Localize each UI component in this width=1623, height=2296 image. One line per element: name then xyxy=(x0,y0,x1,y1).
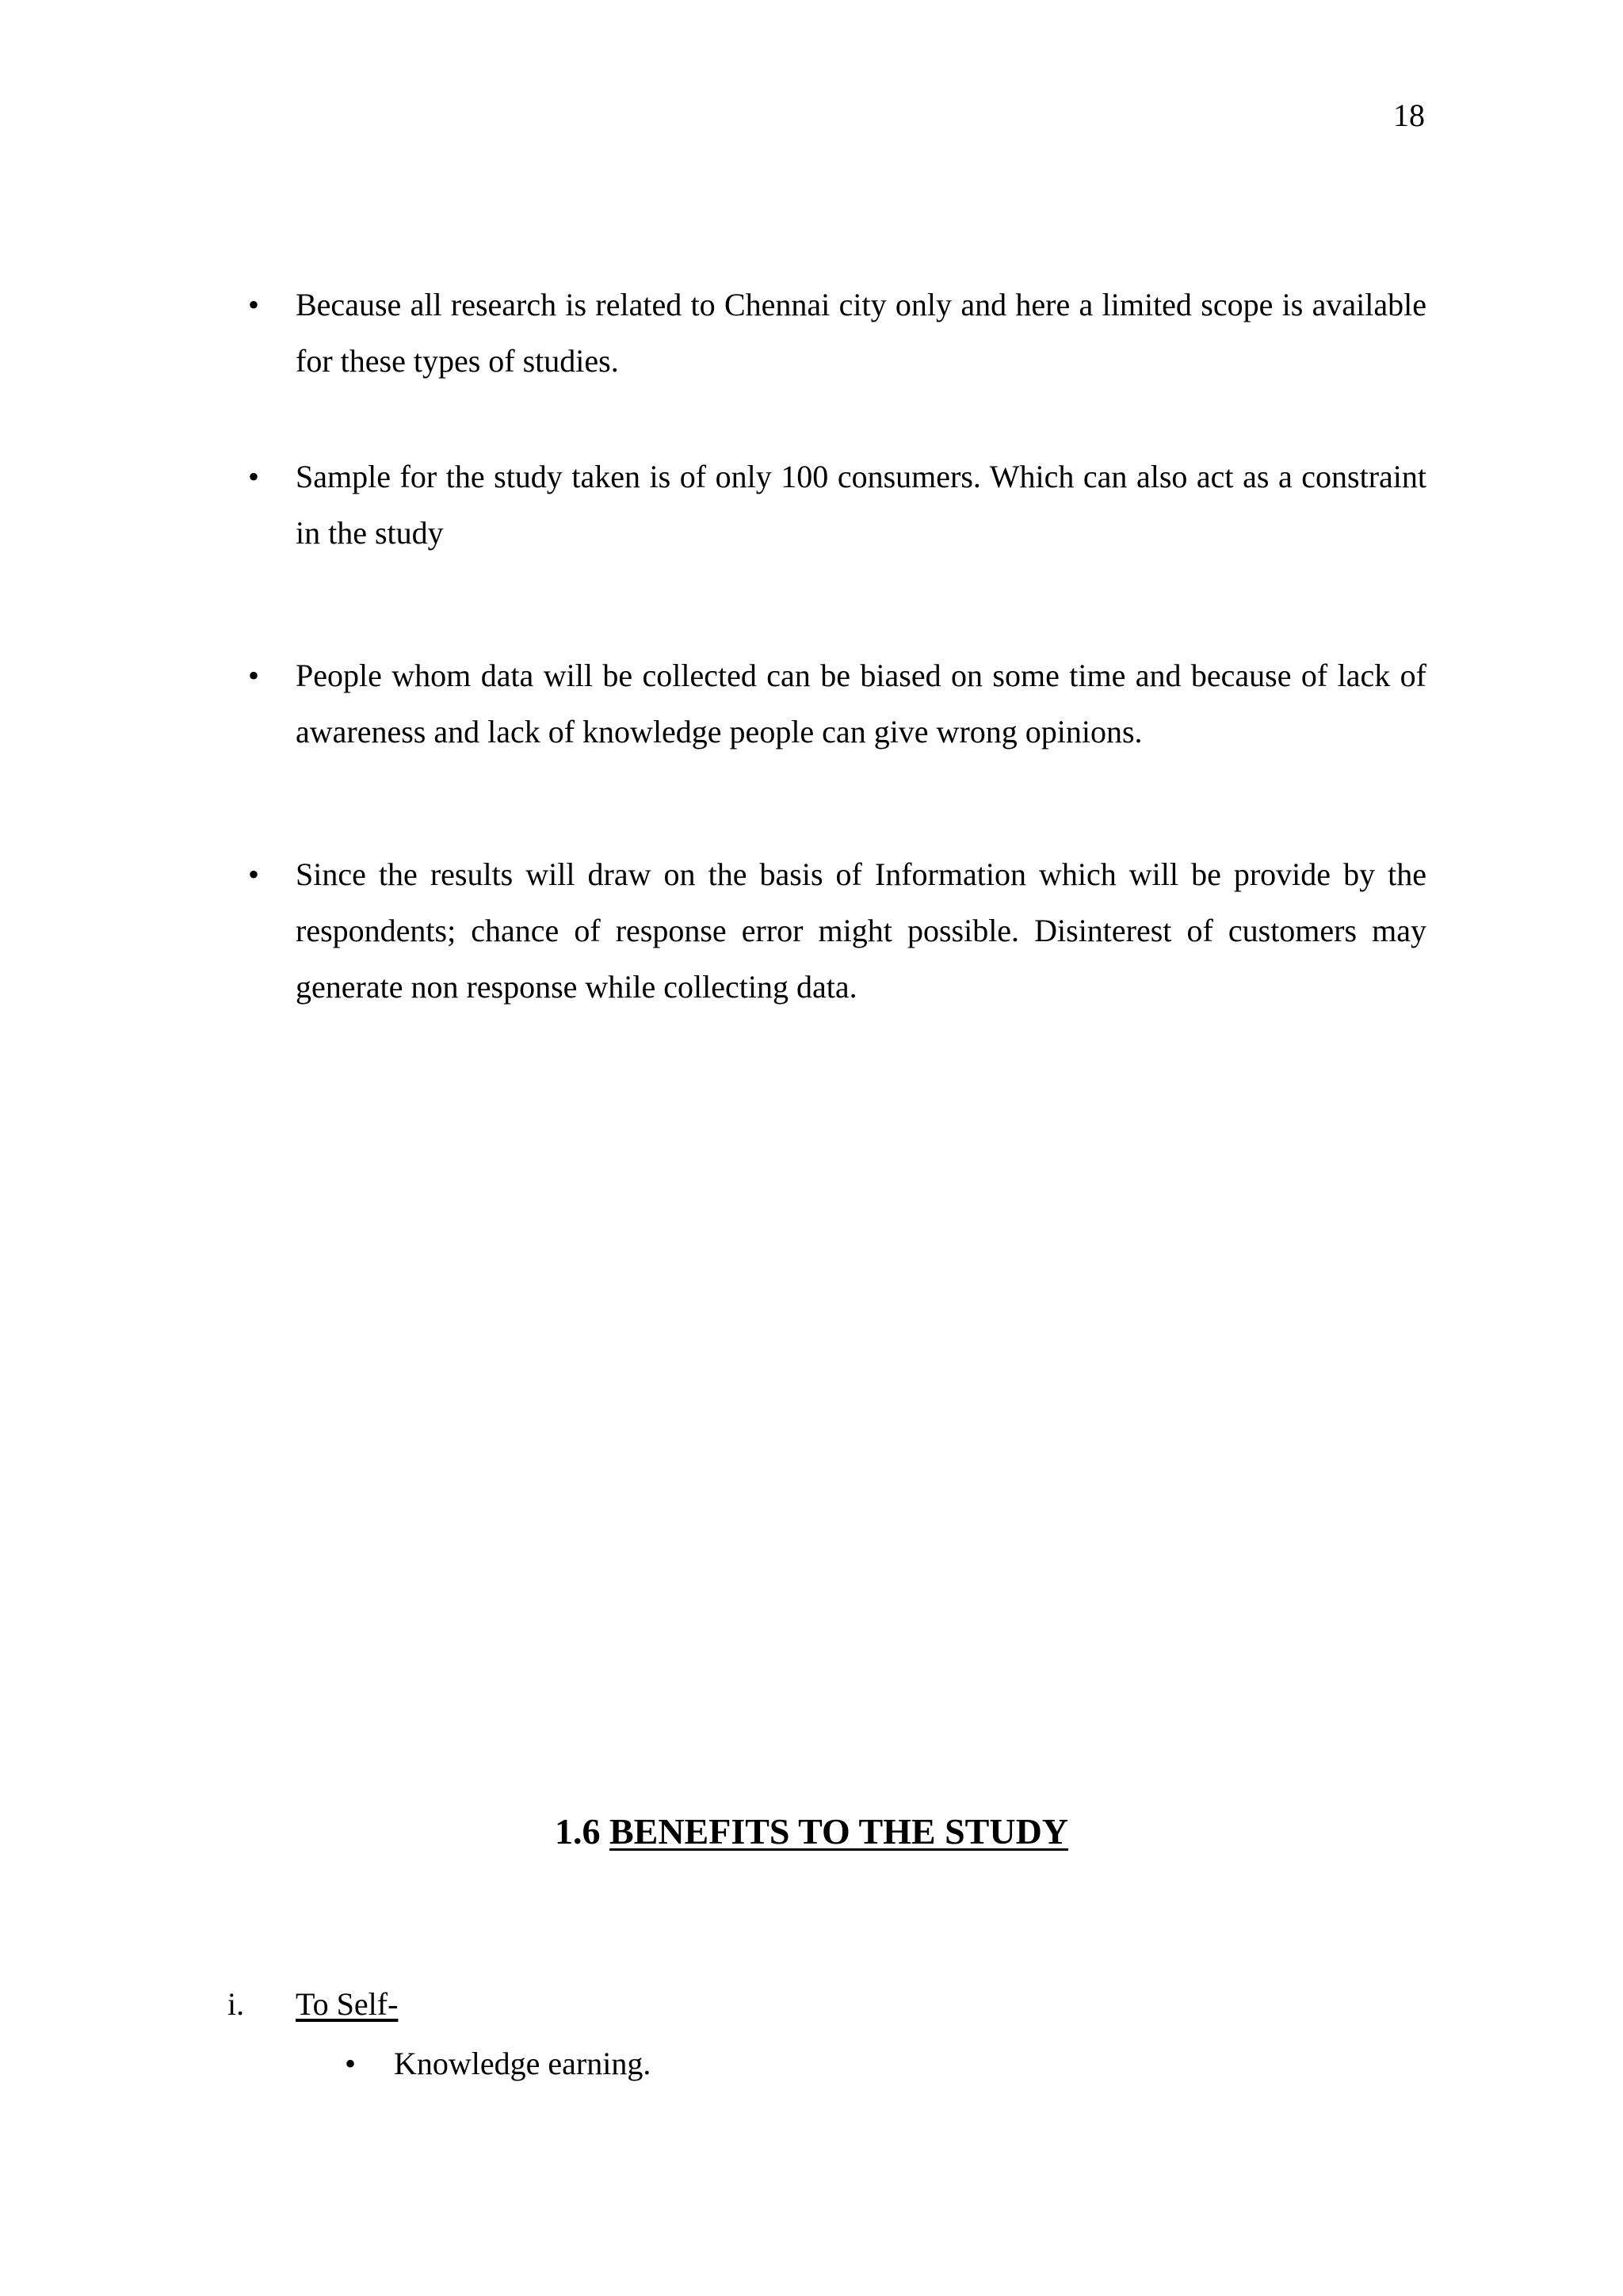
subsection-marker: i. xyxy=(227,1986,245,2022)
section-title: BENEFITS TO THE STUDY xyxy=(609,1811,1069,1852)
subsection-label: To Self- xyxy=(296,1986,399,2022)
subsection-item-text: Knowledge earning. xyxy=(394,2046,651,2081)
bullet-text: Because all research is related to Chennai city only and here a limited scope is available for these types of studies. xyxy=(296,287,1426,379)
bullet-icon: • xyxy=(248,658,260,693)
section-heading xyxy=(0,1808,1623,1855)
bullet-text: Sample for the study taken is of only 100 consumers. Which can also act as a constraint in the study xyxy=(296,459,1426,551)
bullet-icon: • xyxy=(248,287,260,322)
bullet-icon: • xyxy=(248,856,260,892)
bullet-icon: • xyxy=(345,2046,357,2081)
bullet-text: People whom data will be collected can be biased on some time and because of lack of awareness and lack of knowledge people can give wrong opinions. xyxy=(296,658,1426,749)
bullet-icon: • xyxy=(248,459,260,494)
bullet-text: Since the results will draw on the basis of Information which will be provide by the respondents; chance of response error might possible. Disinterest of customers may generate non response while collecting data. xyxy=(296,856,1426,1005)
section-number: 1.6 xyxy=(554,1811,601,1852)
page-number: 18 xyxy=(1393,97,1425,133)
